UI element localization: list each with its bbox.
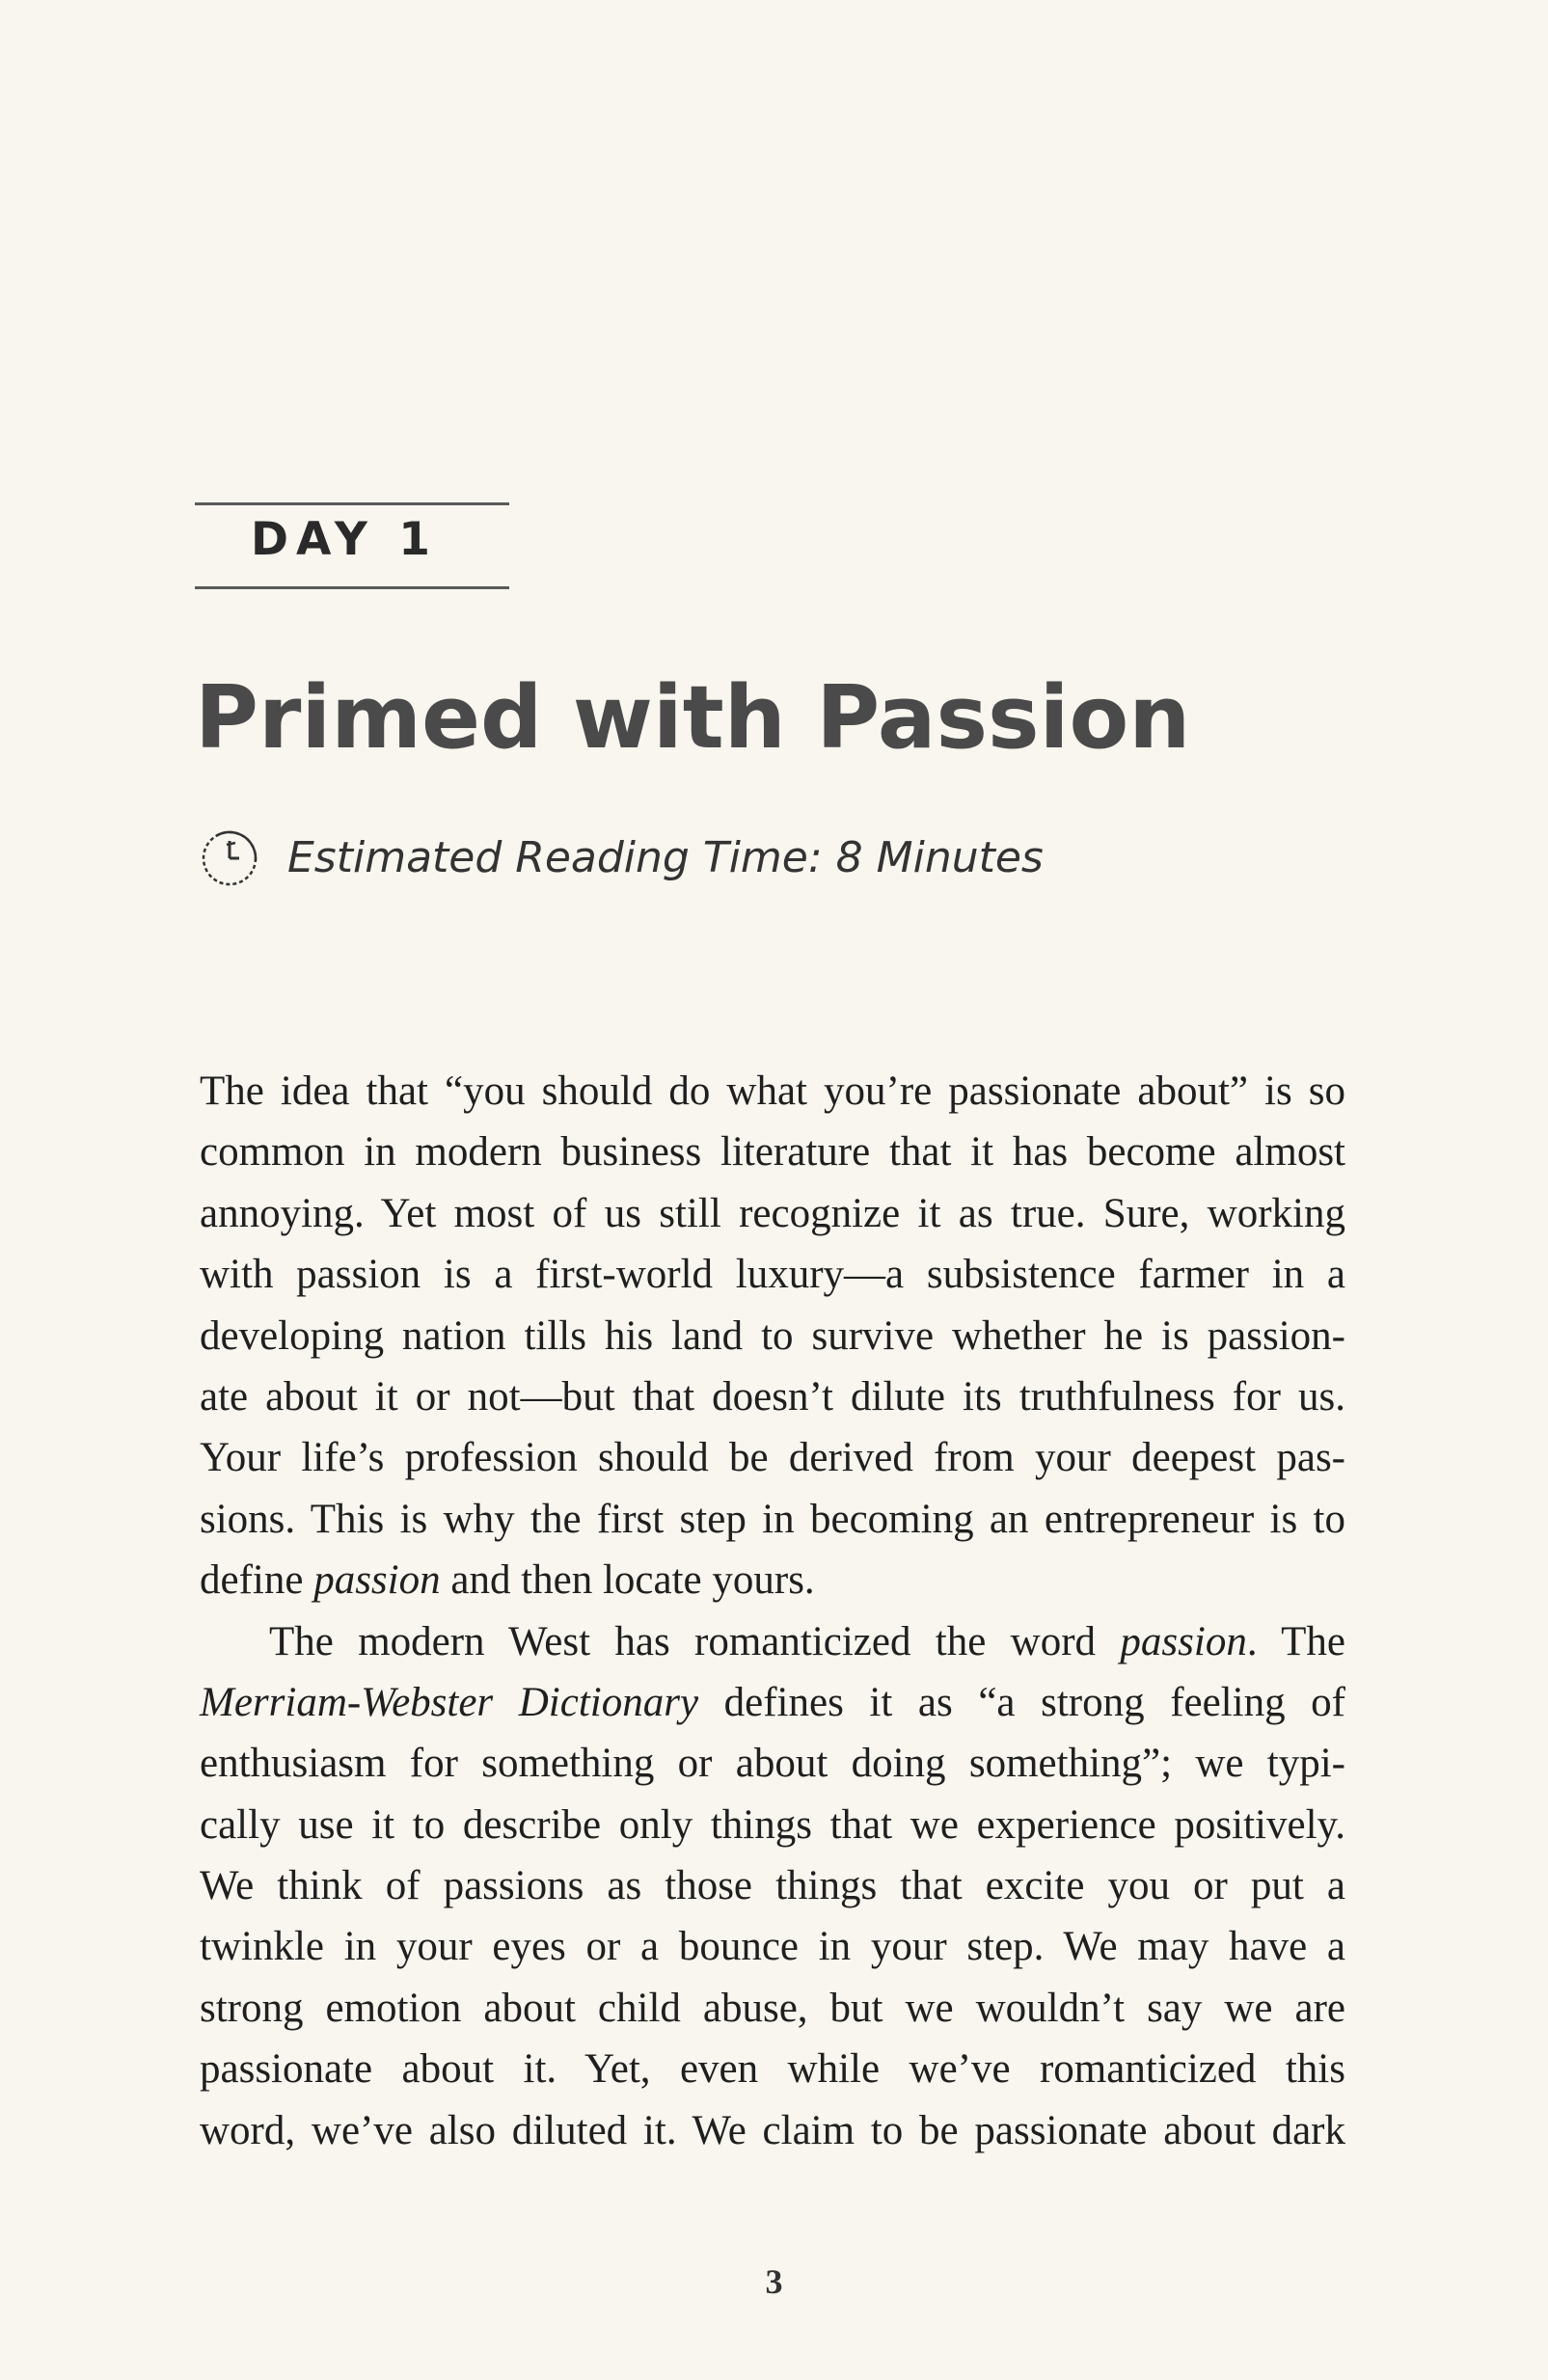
text-line: Your life’s profession should be derived from your deepest pas- [200, 1435, 1345, 1481]
text-run: define [200, 1557, 314, 1604]
reading-time-text: Estimated Reading Time: 8 Minutes [287, 833, 1044, 882]
body-text [200, 1061, 1345, 2161]
text-line [200, 1550, 1345, 1610]
text-line [200, 1672, 1345, 1733]
day-label: DAY 1 [251, 513, 438, 566]
text-run: The modern West has romanticized the word [269, 1618, 1121, 1664]
text-line: enthusiasm for something or about doing something”; we typi- [200, 1741, 1345, 1787]
text-run: . The [1246, 1618, 1345, 1664]
text-line: annoying. Yet most of us still recognize it as true. Sure, working [200, 1190, 1345, 1236]
book-title-reference: Merriam-Webster Dictionary [200, 1679, 699, 1725]
clock-icon [197, 825, 262, 891]
text-run: defines it as “a strong feeling of [698, 1679, 1345, 1725]
text-line: The idea that “you should do what you’re passionate about” is so [200, 1068, 1345, 1114]
reading-time [197, 825, 1044, 892]
emphasis-word: passion [1120, 1618, 1247, 1664]
text-line [200, 1611, 1345, 1672]
text-line: sions. This is why the first step in becoming an entrepreneur is to [200, 1496, 1345, 1542]
text-line: common in modern business literature that it has become almost [200, 1129, 1345, 1176]
text-line: with passion is a first-world luxury—a subsistence farmer in a [200, 1252, 1345, 1298]
text-line: word, we’ve also diluted it. We claim to be passionate about dark [200, 2107, 1345, 2153]
page-number: 3 [765, 2262, 783, 2301]
text-line: twinkle in your eyes or a bounce in your step. We may have a [200, 1924, 1345, 1970]
text-line: strong emotion about child abuse, but we wouldn’t say we are [200, 1985, 1345, 2031]
text-line: passionate about it. Yet, even while we’ve romanticized this [200, 2046, 1345, 2093]
chapter-title: Primed with Passion [195, 667, 1191, 769]
text-line: We think of passions as those things that excite you or put a [200, 1863, 1345, 1909]
text-line: cally use it to describe only things that we experience positively. [200, 1801, 1345, 1848]
emphasis-word: passion [313, 1557, 441, 1604]
text-run: and then locate yours. [440, 1557, 815, 1604]
text-line: ate about it or not—but that doesn’t dilute its truthfulness for us. [200, 1373, 1345, 1420]
text-line: developing nation tills his land to survive whether he is passion- [200, 1312, 1345, 1359]
day-header [195, 502, 509, 589]
